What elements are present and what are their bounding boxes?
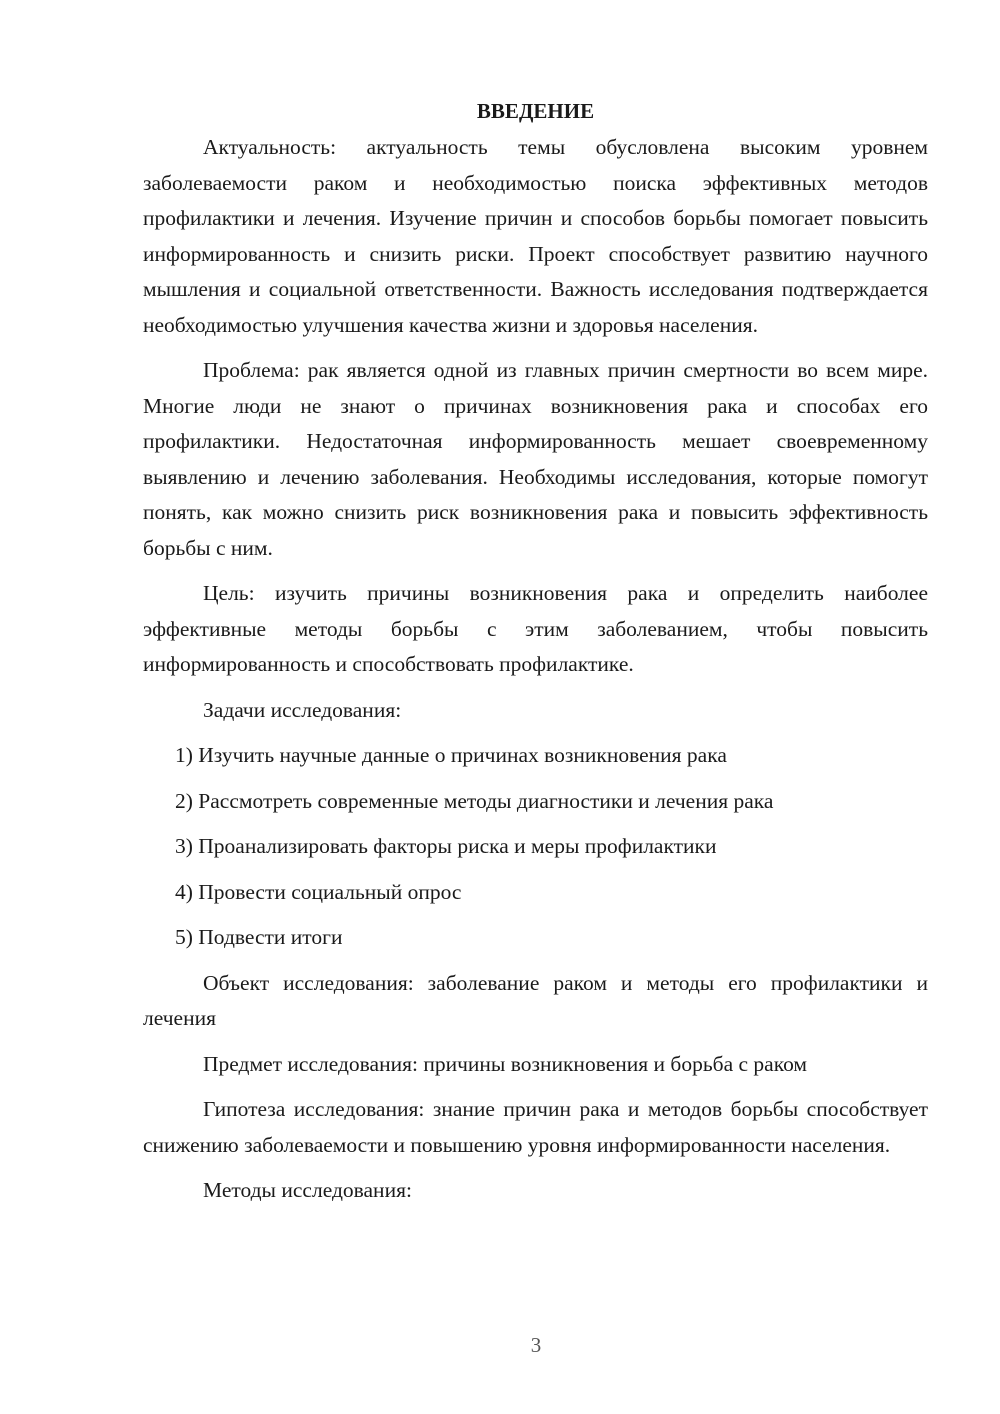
page-content bbox=[143, 96, 928, 1219]
list-item: 3) Проанализировать факторы риска и меры профилактики bbox=[175, 834, 717, 858]
list-item: 4) Провести социальный опрос bbox=[175, 879, 462, 904]
methods-heading: Методы исследования: bbox=[203, 1178, 412, 1202]
paragraph-problem: Проблема: рак является одной из главных причин смертности во всем мире. Многие люди не знают о причинах возникновения рака и способах его профилактики. Недостаточная информированность мешает своевременному выявлению и лечению заболевания. Необходимы исследования, которые помогут понять, как можно снизить риск возникновения рака и повысить эффективность борьбы с ним. bbox=[143, 358, 928, 560]
list-item: 5) Подвести итоги bbox=[175, 925, 343, 949]
paragraph-hypothesis: Гипотеза исследования: знание причин рака и методов борьбы способствует снижению заболеваемости и повышению уровня информированности населения. bbox=[143, 1097, 928, 1157]
paragraph-subject: Предмет исследования: причины возникновения и борьба с раком bbox=[203, 1051, 808, 1076]
tasks-list bbox=[143, 738, 928, 956]
page-number: 3 bbox=[530, 1333, 542, 1357]
page-title: ВВЕДЕНИЕ bbox=[476, 99, 595, 123]
paragraph-object: Объект исследования: заболевание раком и методы его профилактики и лечения bbox=[143, 970, 928, 1030]
tasks-heading: Задачи исследования: bbox=[203, 697, 402, 722]
list-item: 1) Изучить научные данные о причинах возникновения рака bbox=[175, 743, 727, 767]
paragraph-relevance: Актуальность: актуальность темы обусловлена высоким уровнем заболеваемости раком и необходимостью поиска эффективных методов профилактики и лечения. Изучение причин и способов борьбы помогает повысить информированность и снизить риски. Проект способствует развитию научного мышления и социальной ответственности. Важность исследования подтверждается необходимостью улучшения качества жизни и здоровья населения. bbox=[143, 135, 928, 337]
paragraph-goal: Цель: изучить причины возникновения рака и определить наиболее эффективные методы борьбы с этим заболеванием, чтобы повысить информированность и способствовать профилактике. bbox=[143, 581, 928, 676]
list-item: 2) Рассмотреть современные методы диагностики и лечения рака bbox=[175, 788, 774, 813]
